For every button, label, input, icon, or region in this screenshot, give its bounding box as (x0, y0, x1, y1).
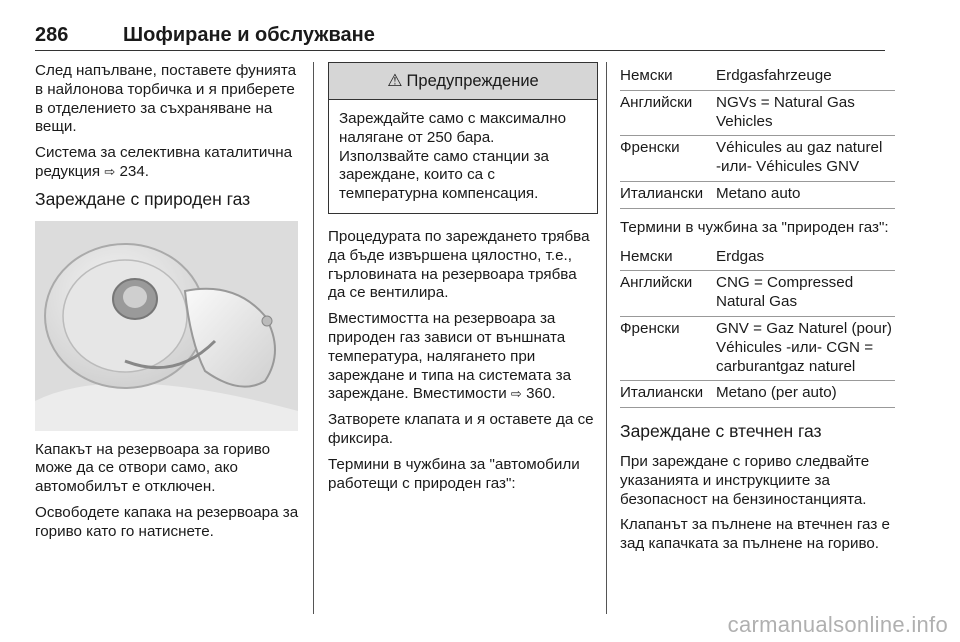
language-cell: Немски (620, 245, 716, 271)
table-row (620, 90, 895, 136)
term-cell: NGVs = Natural Gas Vehicles (716, 90, 895, 136)
column-1 (35, 62, 305, 549)
page-reference-arrow-icon[interactable]: ⇨ (510, 386, 522, 402)
table-row (620, 381, 895, 408)
table-row (620, 245, 895, 271)
header-rule (35, 50, 885, 51)
term-cell: Metano (per auto) (716, 381, 895, 408)
term-cell: CNG = Compressed Natural Gas (716, 271, 895, 317)
column-3 (620, 64, 895, 561)
table-row (620, 136, 895, 182)
column-divider-2 (606, 62, 607, 614)
fuel-filler-photo (35, 221, 298, 431)
paragraph-procedure: Процедурата по зареждането трябва да бъде извършена цялостно, т.е., гърловината на резервоара трябва да се вентилира. (328, 227, 590, 302)
paragraph-lpg-instructions: При зареждане с гориво следвайте указанията и инструкциите за безопасност на бензиностанцията. (620, 452, 870, 508)
paragraph-scr (35, 144, 305, 182)
fuel-filler-illustration (35, 221, 298, 431)
term-cell: Erdgasfahrzeuge (716, 64, 895, 90)
terms-table-vehicles (620, 64, 895, 209)
page-title: Шофиране и обслужване (123, 24, 375, 46)
paragraph-unlock: Капакът на резервоара за гориво може да се отвори само, ако автомобилът е отключен. (35, 440, 271, 496)
page-reference-number[interactable]: 360. (526, 385, 556, 403)
page-reference-arrow-icon[interactable]: ⇨ (104, 163, 116, 179)
paragraph-terms-gas: Термини в чужбина за "природен газ": (620, 218, 889, 236)
column-divider-1 (313, 62, 314, 614)
table-row (620, 64, 895, 90)
warning-triangle-icon: ⚠ (387, 70, 403, 90)
paragraph-capacity (328, 310, 598, 404)
term-cell: Erdgas (716, 245, 895, 271)
page-reference-number[interactable]: 234. (119, 162, 150, 180)
paragraph-release: Освободете капака на резервоара за гориво като го натиснете. (35, 503, 299, 540)
language-cell: Френски (620, 136, 716, 182)
language-cell: Френски (620, 316, 716, 380)
column-2 (328, 62, 598, 500)
warning-box (328, 62, 598, 214)
language-cell: Английски (620, 271, 716, 317)
warning-text: Зареждайте само с максимално налягане от 250 бара. Използвайте само станции за зареждане, които са с температурна компенсация. (339, 110, 567, 203)
table-row (620, 181, 895, 208)
paragraph-terms-vehicles: Термини в чужбина за "автомобили работещи с природен газ": (328, 455, 580, 492)
watermark: carmanualsonline.info (727, 612, 948, 637)
warning-header (329, 63, 597, 100)
section-heading-lpg: Зареждане с втечнен газ (620, 421, 822, 442)
warning-title: Предупреждение (406, 71, 539, 90)
table-row (620, 316, 895, 380)
paragraph-scr-text: Система за селективна каталитична редукция (35, 144, 293, 180)
term-cell: Véhicules au gaz naturel -или- Véhicules GNV (716, 136, 895, 182)
paragraph-close-flap: Затворете клапата и я оставете да се фиксира. (328, 411, 594, 447)
paragraph-lpg-valve: Клапанът за пълнене на втечнен газ е зад капачката за пълнене на гориво. (620, 516, 890, 553)
paragraph-capacity-text: Вместимостта на резервоара за природен газ зависи от външната температура, налягането при зареждане и типа на системата за зареждане. Вместимости (328, 310, 572, 403)
table-row (620, 271, 895, 317)
language-cell: Английски (620, 90, 716, 136)
page-number: 286 (35, 24, 69, 46)
terms-table-gas (620, 245, 895, 409)
term-cell: Metano auto (716, 181, 895, 208)
term-cell: GNV = Gaz Naturel (pour) Véhicules -или- CGN = carburantgaz naturel (716, 316, 895, 380)
paragraph-funnel: След напълване, поставете фунията в найлонова торбичка и я приберете в отделението за съхраняване на вещи. (35, 62, 297, 136)
section-heading-natural-gas: Зареждане с природен газ (35, 188, 251, 209)
language-cell: Италиански (620, 181, 716, 208)
language-cell: Италиански (620, 381, 716, 408)
page-header (35, 24, 885, 52)
language-cell: Немски (620, 64, 716, 90)
